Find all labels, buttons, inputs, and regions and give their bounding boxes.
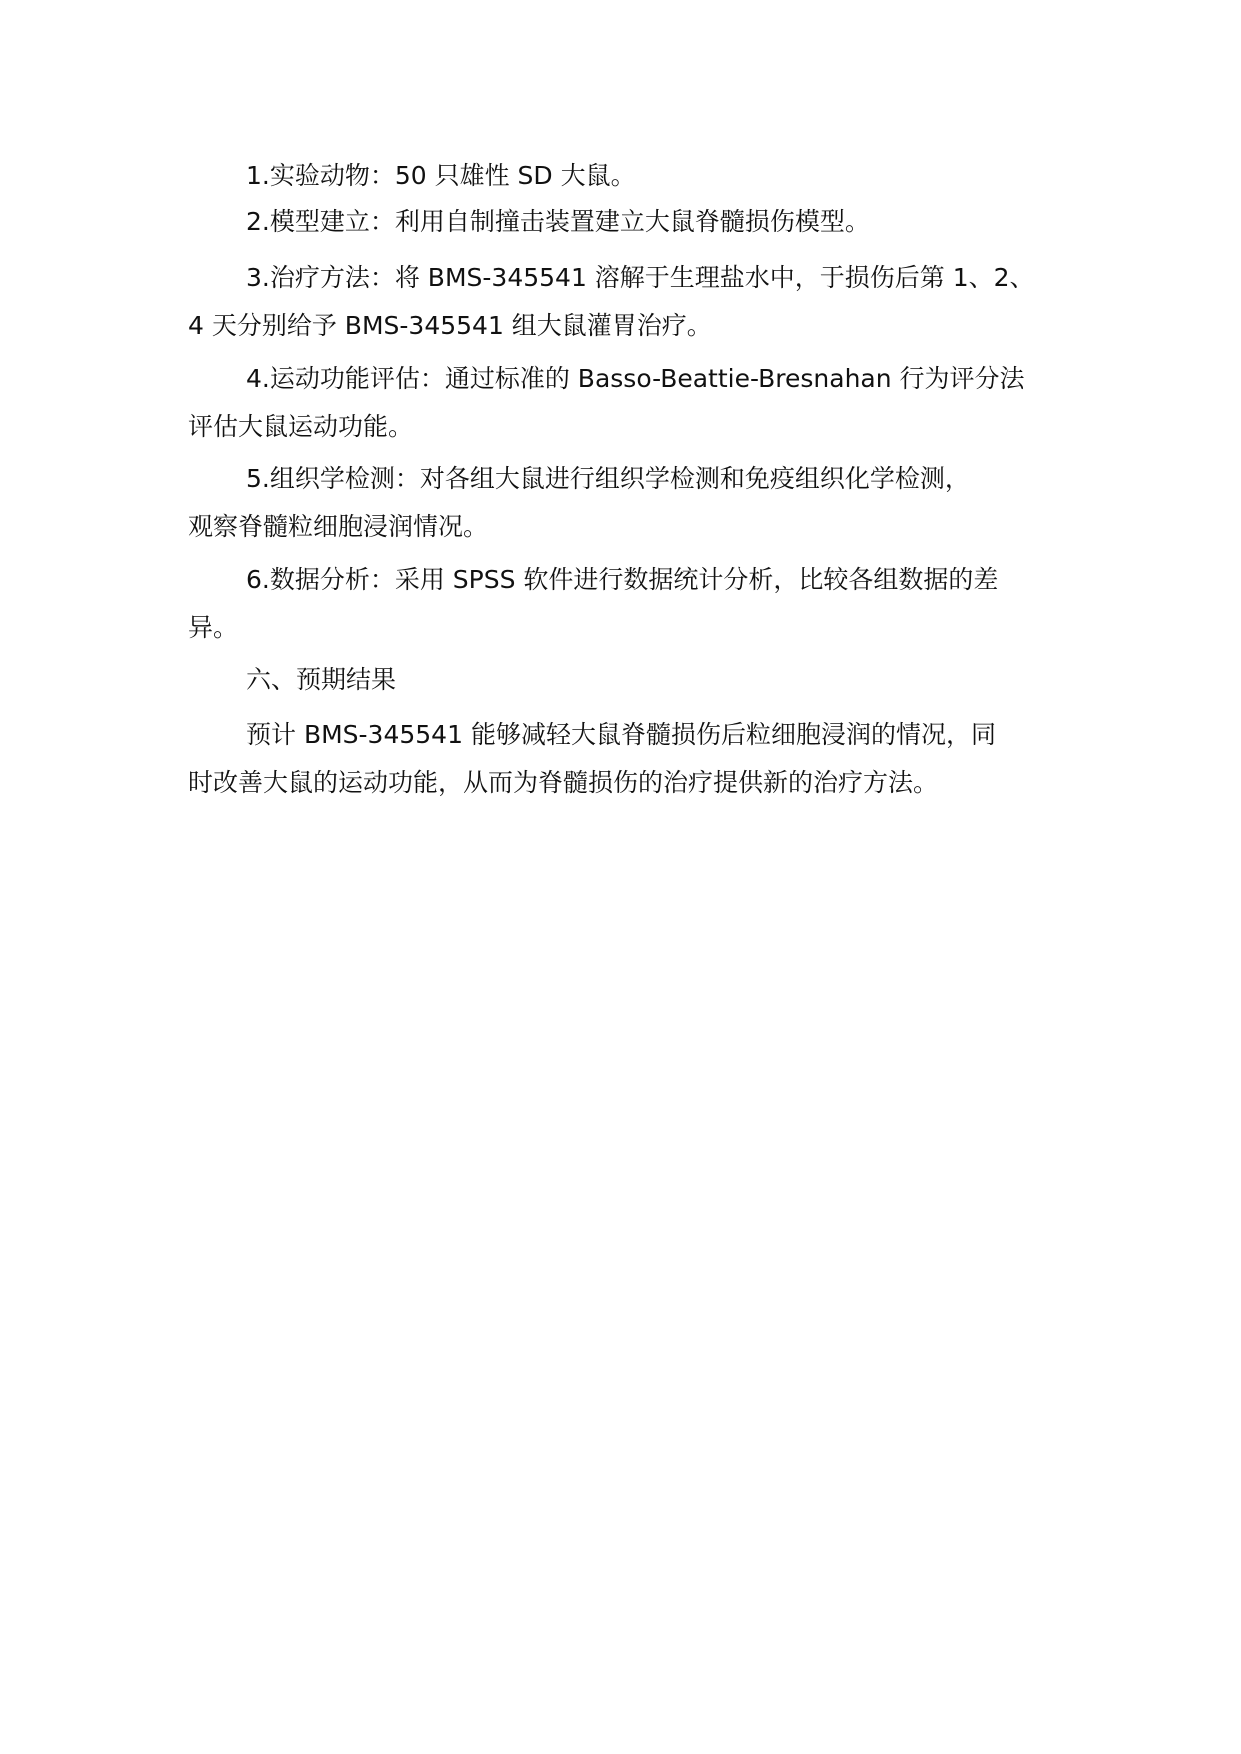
paragraph-line: 5.组织学检测：对各组大鼠进行组织学检测和免疫组织化学检测， bbox=[246, 464, 970, 493]
paragraph-line: 3.治疗方法：将 BMS-345541 溶解于生理盐水中，于损伤后第 1、2、 bbox=[246, 263, 1035, 292]
paragraph-expected-results bbox=[188, 711, 1068, 807]
paragraph-line: 观察脊髓粒细胞浸润情况。 bbox=[188, 512, 489, 541]
paragraph-line: 6.数据分析：采用 SPSS 软件进行数据统计分析，比较各组数据的差 bbox=[246, 565, 999, 594]
paragraph-line: 异。 bbox=[188, 613, 239, 642]
paragraph-line: 时改善大鼠的运动功能，从而为脊髓损伤的治疗提供新的治疗方法。 bbox=[188, 768, 939, 797]
heading-line: 六、预期结果 bbox=[246, 665, 397, 694]
paragraph-line: 评估大鼠运动功能。 bbox=[188, 412, 414, 441]
paragraph-line: 4.运动功能评估：通过标准的 Basso-Beattie-Bresnahan 行为评分法 bbox=[246, 364, 1025, 393]
paragraph-motor-function-assessment bbox=[188, 355, 1068, 451]
paragraph-experimental-animals bbox=[188, 152, 1068, 200]
paragraph-data-analysis bbox=[188, 556, 1068, 652]
paragraph-line: 预计 BMS-345541 能够减轻大鼠脊髓损伤后粒细胞浸润的情况，同 bbox=[246, 720, 996, 749]
paragraph-treatment-method bbox=[188, 254, 1068, 350]
paragraph-line: 1.实验动物：50 只雄性 SD 大鼠。 bbox=[246, 161, 636, 190]
section-heading-expected-results bbox=[188, 656, 1068, 704]
paragraph-line: 4 天分别给予 BMS-345541 组大鼠灌胃治疗。 bbox=[188, 311, 712, 340]
paragraph-histological-detection bbox=[188, 455, 1068, 551]
paragraph-line: 2.模型建立：利用自制撞击装置建立大鼠脊髓损伤模型。 bbox=[246, 207, 870, 236]
paragraph-model-establishment bbox=[188, 198, 1068, 246]
